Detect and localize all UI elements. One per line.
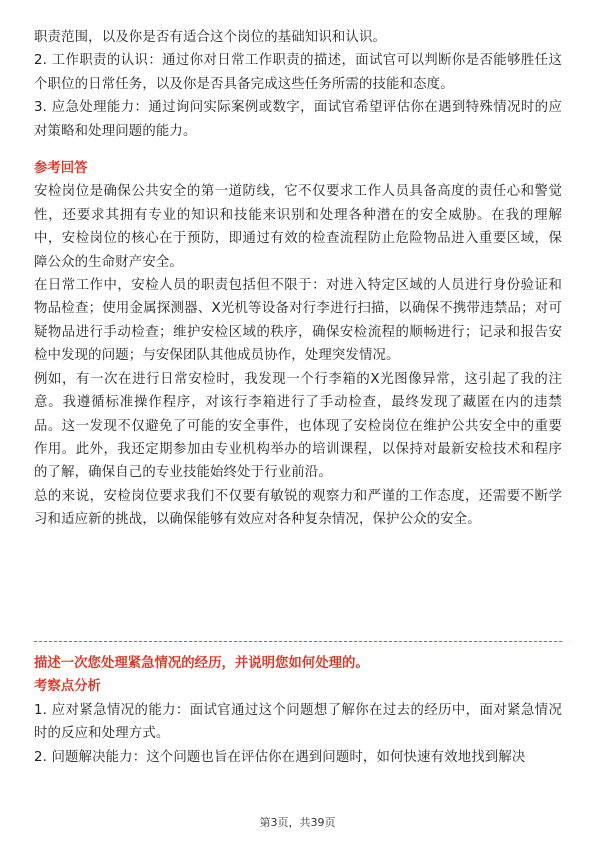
list-item: 3. 应急处理能力：通过询问实际案例或数字，面试官希望评估你在遇到特殊情况时的应对策略和处理问题的能力。 — [34, 100, 562, 139]
spacer — [34, 143, 562, 157]
answer-paragraph: 在日常工作中，安检人员的职责包括但不限于：对进入特定区域的人员进行身份验证和物品检查；使用金属探测器、X光机等设备对行李进行扫描，以确保不携带违禁品；对可疑物品进行手动检查；维护安检区域的秩序，确保安检流程的顺畅进行；记录和报告安检中发现的问题；与安保团队其他成员协作，处理突发情况。 — [34, 278, 562, 364]
answer-heading: 参考回答 — [34, 161, 88, 177]
page-number: 第3页，共39页 — [259, 816, 336, 829]
section-1 — [34, 26, 562, 532]
section-divider — [34, 641, 562, 642]
list-item: 2. 工作职责的认识：通过你对日常工作职责的描述，面试官可以判断你是否能够胜任这个职位的日常任务，以及你是否具备完成这些任务所需的技能和态度。 — [34, 53, 562, 92]
list-item: 职责范围，以及你是否有适合这个岗位的基础知识和认识。 — [34, 30, 387, 45]
answer-paragraph: 总的来说，安检岗位要求我们不仅要有敏锐的观察力和严谨的工作态度，还需要不断学习和适应新的挑战，以确保能够有效应对各种复杂情况，保护公众的安全。 — [34, 488, 562, 528]
list-item: 2. 问题解决能力：这个问题也旨在评估你在遇到问题时，如何快速有效地找到解决 — [34, 749, 526, 765]
answer-paragraph: 例如，有一次在进行日常安检时，我发现一个行李箱的X光图像异常，这引起了我的注意。我遵循标准操作程序，对该行李箱进行了手动检查，最终发现了藏匿在内的违禁品。这一发现不仅避免了可能的安全事件，也体现了安检岗位在维护公共安全中的重要作用。此外，我还定期参加由专业机构举办的培训课程，以保持对最新安检技术和程序的了解，确保自己的专业技能始终处于行业前沿。 — [34, 371, 562, 481]
answer-paragraph: 安检岗位是确保公共安全的第一道防线，它不仅要求工作人员具备高度的责任心和警觉性，还要求其拥有专业的知识和技能来识别和处理各种潜在的安全威胁。在我的理解中，安检岗位的核心在于预防，即通过有效的检查流程防止危险物品进入重要区域，保障公众的生命财产安全。 — [34, 184, 562, 270]
section-2 — [34, 652, 562, 769]
analysis-heading: 考察点分析 — [34, 679, 101, 695]
list-item: 1. 应对紧急情况的能力：面试官通过这个问题想了解你在过去的经历中，面对紧急情况时的反应和处理方式。 — [34, 702, 562, 742]
question-heading: 描述一次您处理紧急情况的经历，并说明您如何处理的。 — [34, 656, 369, 671]
